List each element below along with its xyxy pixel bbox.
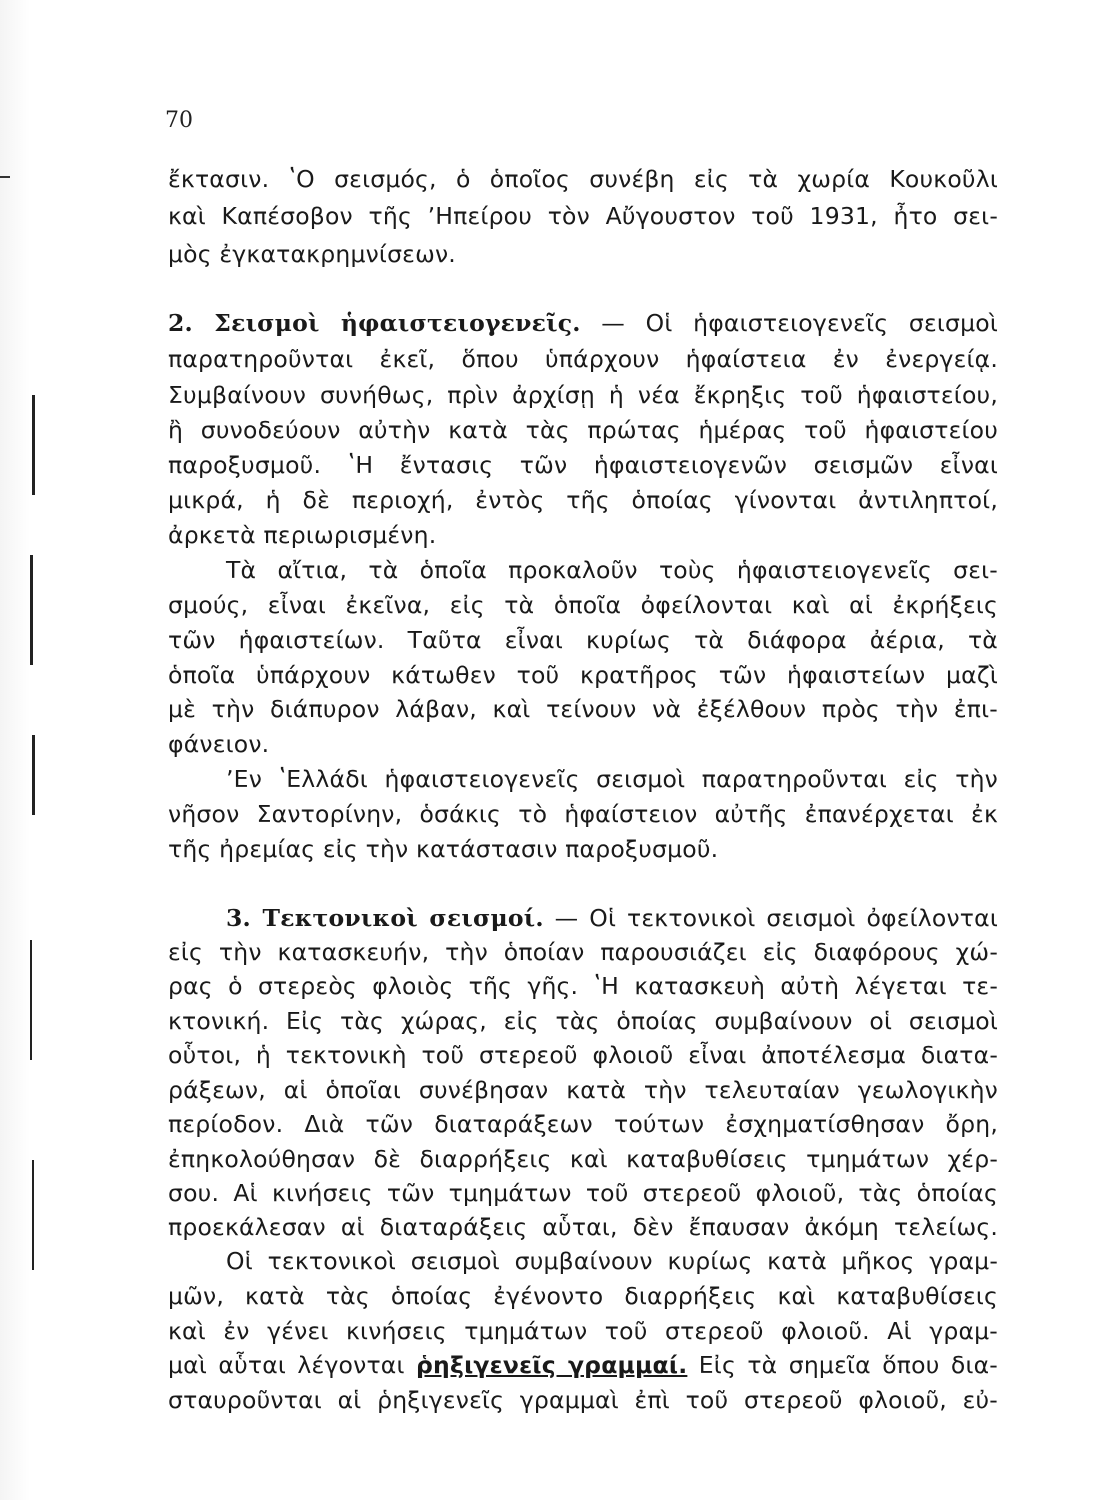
text-line: τῆς ἠρεμίας εἰς τὴν κατάστασιν παροξυσμοῦ. [168,835,719,863]
text-line: μῶν, κατὰ τὰς ὁποίας ἐγένοντο διαρρήξεις καὶ καταβυθίσεις [168,1282,998,1310]
text-line: παροξυσμοῦ. ʽΗ ἔντασις τῶν ἡφαιστειογενῶν σεισμῶν εἶναι [168,451,998,479]
text-span: μαὶ αὗται λέγονται [168,1351,417,1379]
text-line: σου. Αἱ κινήσεις τῶν τμημάτων τοῦ στερεοῦ φλοιοῦ, τὰς ὁποίας [168,1179,998,1207]
bleed-through-mark [32,735,35,815]
section-2-first-line [168,308,998,338]
section-3-first-line [226,903,998,933]
text-line: καὶ Καπέσοβον τῆς ʼΗπείρου τὸν Αὔγουστον τοῦ 1931, ἦτο σει- [168,202,998,230]
text-span: — Οἱ τεκτονικοὶ σεισμοὶ ὀφείλονται [543,904,998,932]
text-line: περίοδον. Διὰ τῶν διαταράξεων τούτων ἐσχηματίσθησαν ὄρη, [168,1110,998,1138]
text-line: καὶ ἐν γένει κινήσεις τμημάτων τοῦ στερεοῦ φλοιοῦ. Αἱ γραμ- [168,1317,998,1345]
text-line: σταυροῦνται αἱ ῥηξιγενεῖς γραμμαὶ ἐπὶ τοῦ στερεοῦ φλοιοῦ, εὐ- [168,1386,998,1414]
text-line: εἰς τὴν κατασκευήν, τὴν ὁποίαν παρουσιάζει εἰς διαφόρους χώ- [168,938,998,966]
scan-mark [0,176,10,178]
page-number: 70 [165,108,193,133]
text-line: ρας ὁ στερεὸς φλοιὸς τῆς γῆς. ʽΗ κατασκευὴ αὐτὴ λέγεται τε- [168,972,998,1000]
paragraph-first-line: ʼΕν ʽΕλλάδι ἡφαιστειογενεῖς σεισμοὶ παρατηροῦνται εἰς τὴν [226,765,998,793]
text-line: τῶν ἡφαιστείων. Ταῦτα εἶναι κυρίως τὰ διάφορα ἀέρια, τὰ [168,626,998,654]
text-line: κτονική. Εἰς τὰς χώρας, εἰς τὰς ὁποίας συμβαίνουν οἱ σεισμοὶ [168,1007,998,1035]
text-line: οὗτοι, ἡ τεκτονικὴ τοῦ στερεοῦ φλοιοῦ εἶναι ἀποτέλεσμα διατα- [168,1041,998,1069]
text-span: — Οἱ ἡφαιστειογενεῖς σεισμοὶ [580,309,999,337]
bleed-through-mark [32,395,35,495]
section-2-heading: 2. Σεισμοὶ ἡφαιστειογενεῖς. [168,309,581,337]
text-line: φάνειον. [168,730,270,758]
text-line: ἀρκετὰ περιωρισμένη. [168,521,437,549]
text-line: παρατηροῦνται ἐκεῖ, ὅπου ὑπάρχουν ἡφαίστεια ἐν ἐνεργείᾳ. [168,345,998,373]
text-line: Συμβαίνουν συνήθως, πρὶν ἀρχίσῃ ἡ νέα ἔκρηξις τοῦ ἡφαιστείου, [168,381,998,409]
text-line: μὸς ἐγκατακρημνίσεων. [168,240,456,268]
text-line: μὲ τὴν διάπυρον λάβαν, καὶ τείνουν νὰ ἐξέλθουν πρὸς τὴν ἐπι- [168,695,998,723]
text-line: ἔκτασιν. ʽΟ σεισμός, ὁ ὁποῖος συνέβη εἰς τὰ χωρία Κουκοῦλι [168,165,998,193]
text-line: μικρά, ἡ δὲ περιοχή, ἐντὸς τῆς ὁποίας γίνονται ἀντιληπτοί, [168,486,998,514]
bleed-through-mark [30,940,32,1060]
text-line-with-term [168,1350,998,1380]
paragraph-first-line: Οἱ τεκτονικοὶ σεισμοὶ συμβαίνουν κυρίως κατὰ μῆκος γραμ- [226,1247,998,1275]
text-line: ράξεων, αἱ ὁποῖαι συνέβησαν κατὰ τὴν τελευταίαν γεωλογικὴν [168,1076,998,1104]
text-line: ἢ συνοδεύουν αὐτὴν κατὰ τὰς πρώτας ἡμέρας τοῦ ἡφαιστείου [168,416,998,444]
paragraph-first-line: Τὰ αἴτια, τὰ ὁποῖα προκαλοῦν τοὺς ἡφαιστειογενεῖς σει- [226,556,998,584]
text-span: Εἰς τὰ σημεῖα ὅπου δια- [687,1351,998,1379]
defined-term: ῥηξιγενεῖς γραμμαί. [416,1351,688,1379]
text-line: προεκάλεσαν αἱ διαταράξεις αὗται, δὲν ἔπαυσαν ἀκόμη τελείως. [168,1213,998,1241]
bleed-through-mark [32,1160,34,1270]
text-line: ἐπηκολούθησαν δὲ διαρρήξεις καὶ καταβυθίσεις τμημάτων χέρ- [168,1145,998,1173]
text-line: σμούς, εἶναι ἐκεῖνα, εἰς τὰ ὁποῖα ὀφείλονται καὶ αἱ ἐκρήξεις [168,591,998,619]
bleed-through-mark [30,555,33,665]
text-line: νῆσον Σαντορίνην, ὁσάκις τὸ ἡφαίστειον αὐτῆς ἐπανέρχεται ἐκ [168,800,998,828]
section-3-heading: 3. Τεκτονικοὶ σεισμοί. [226,904,544,932]
text-line: ὁποῖα ὑπάρχουν κάτωθεν τοῦ κρατῆρος τῶν ἡφαιστείων μαζὶ [168,661,998,689]
scan-edge-shadow [0,0,30,1500]
